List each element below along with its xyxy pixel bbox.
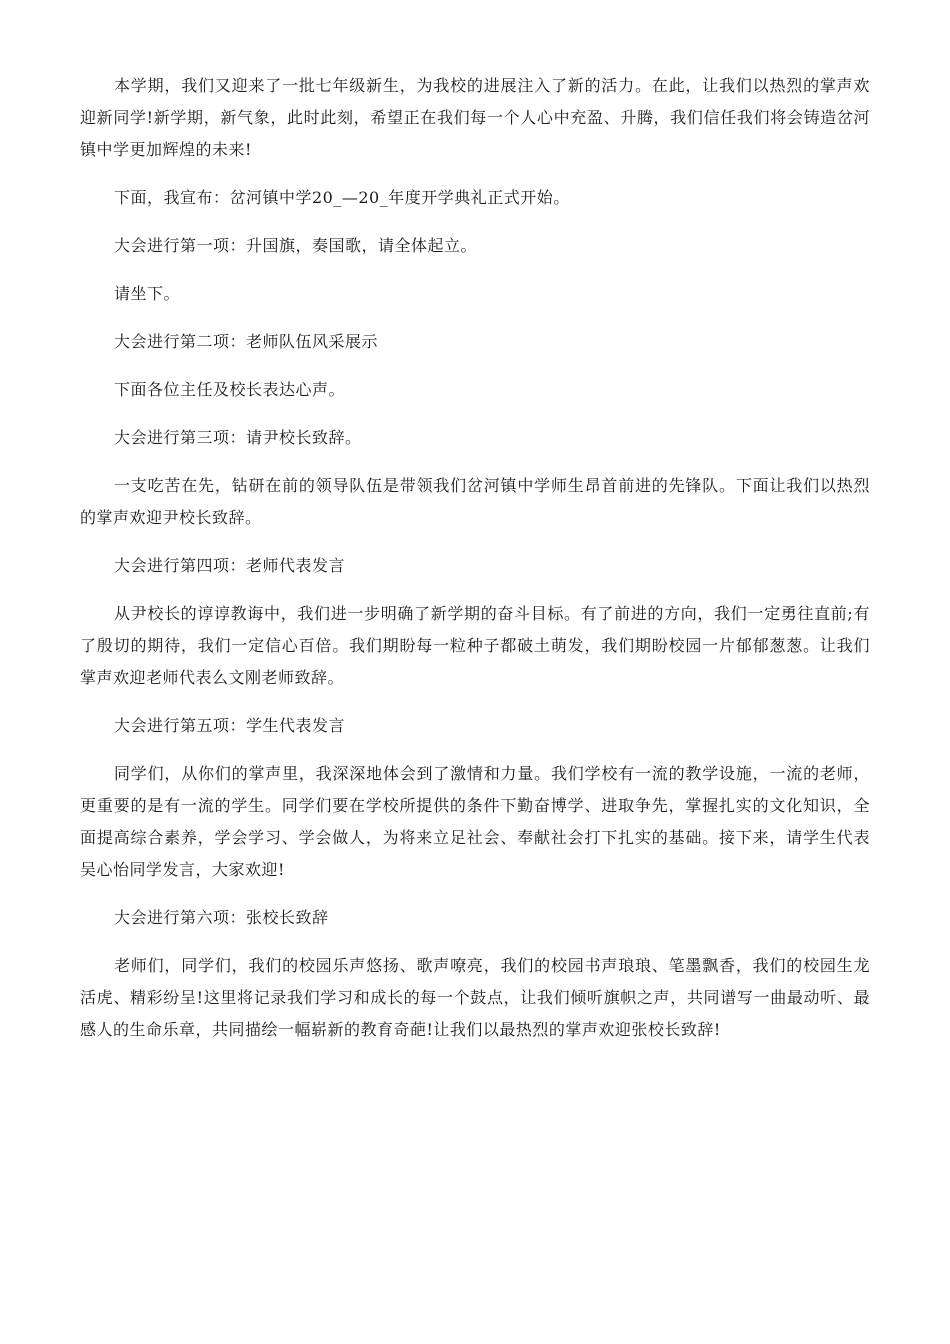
paragraph-item-6: 大会进行第六项：张校长致辞 [114,908,329,927]
document-page [80,70,870,1062]
paragraph-closing: 老师们，同学们，我们的校园乐声悠扬、歌声嘹亮，我们的校园书声琅琅、笔墨飘香，我们的校园生龙活虎、精彩纷呈!这里将记录我们学习和成长的每一个鼓点，让我们倾听旗帜之声，共同谱写一曲最动听、最感人的生命乐章，共同描绘一幅崭新的教育奇葩!让我们以最热烈的掌声欢迎张校长致辞! [80,956,870,1039]
paragraph-item-1: 大会进行第一项：升国旗，奏国歌，请全体起立。 [114,236,478,255]
paragraph-item-5: 大会进行第五项：学生代表发言 [114,716,346,735]
paragraph-item-3: 大会进行第三项：请尹校长致辞。 [114,428,362,447]
paragraph-intro: 本学期，我们又迎来了一批七年级新生，为我校的进展注入了新的活力。在此，让我们以热烈的掌声欢迎新同学!新学期，新气象，此时此刻，希望正在我们每一个人心中充盈、升腾，我们信任我们将会铸造岔河镇中学更加辉煌的未来! [80,76,870,159]
paragraph-student-intro: 同学们，从你们的掌声里，我深深地体会到了激情和力量。我们学校有一流的教学设施，一流的老师，更重要的是有一流的学生。同学们要在学校所提供的条件下勤奋博学、进取争先，掌握扎实的文化知识，全面提高综合素养，学会学习、学会做人，为将来立足社会、奉献社会打下扎实的基础。接下来，请学生代表吴心怡同学发言，大家欢迎! [80,764,870,879]
paragraph-item-4: 大会进行第四项：老师代表发言 [114,556,346,575]
paragraph-announcement: 下面，我宣布：岔河镇中学20_—20_年度开学典礼正式开始。 [114,188,570,207]
paragraph-leadership: 一支吃苦在先，钻研在前的领导队伍是带领我们岔河镇中学师生昂首前进的先锋队。下面让我们以热烈的掌声欢迎尹校长致辞。 [80,476,870,527]
paragraph-directors: 下面各位主任及校长表达心声。 [114,380,346,399]
paragraph-teacher-intro: 从尹校长的谆谆教诲中，我们进一步明确了新学期的奋斗目标。有了前进的方向，我们一定勇往直前;有了殷切的期待，我们一定信心百倍。我们期盼每一粒种子都破土萌发，我们期盼校园一片郁郁葱葱。让我们掌声欢迎老师代表么文刚老师致辞。 [80,604,870,687]
paragraph-sit-down: 请坐下。 [114,284,181,303]
paragraph-item-2: 大会进行第二项：老师队伍风采展示 [114,332,379,351]
